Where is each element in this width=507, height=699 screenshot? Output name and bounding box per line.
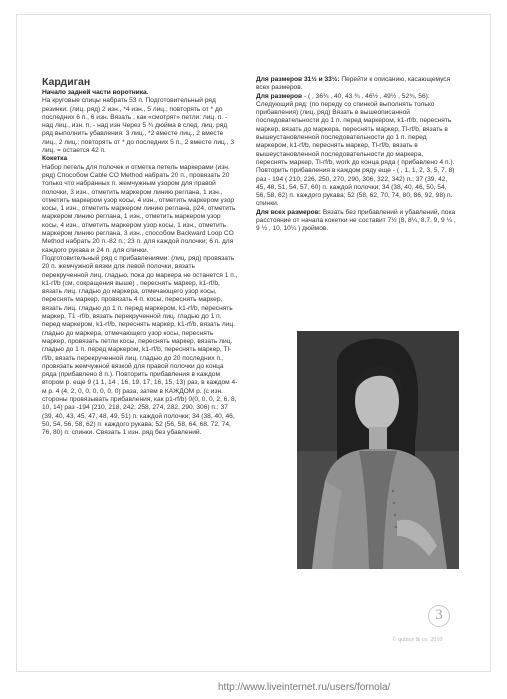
model-photo-illustration [297, 331, 459, 569]
sizes-small-paragraph [256, 76, 456, 93]
all-sizes-lead: Для всех размеров: [256, 208, 321, 216]
collar-subheading: Начало задней части воротника. [42, 89, 149, 96]
all-sizes-text: Вязать без прибавлений и убавлений, пока расстояние от начала кокетки не составит 7½ (8, 8¼, 8,7, 9, 9 ¼ , 9 ½ , 10, 10¼ ) дюймов. [256, 208, 456, 233]
model-photo [297, 331, 459, 569]
sizes-other-lead: Для размеров [256, 92, 303, 100]
sizes-other-paragraph [256, 93, 456, 209]
sizes-small-text: Перейти к описанию, касающемуся всех размеров. [256, 76, 451, 92]
yoke-increase-instructions: Подготовительный ряд с прибавлениями: (лиц. ряд) провязать 20 п. жемчужной вязки для левой полочки, вязать перекрученной лиц. гладью, пока до маркера не останется 1 п., k1-rf/b (см. сокращения выше) , переснять маркер, k1-rf/b, вязать лиц. гладью до маркера, отмечающего узор косы, переснять маркер, провязать 4 п. косы, переснять маркер, вязать лиц. гладью до 1 п. перед маркером, k1-rf/b, переснять маркер, T1 -rf/b, вязать перекрученной лиц. гладью до 1 п. перед маркером, k1-rf/b, переснять маркер, k1-rf/b, вязать лиц. гладью до маркера, отмечающего узор косы, переснять маркер, провязать петли косы, переснять маркер, вязать лиц. гладью до 1 п. перед маркером, k1-rf/b, переснять маркер, Tl-rf/b, вязать перекрученной лиц. гладью до 20 последних п., провязать жемчужной вязкой для правой полочки до конца ряда (прибавлено 8 п.). Повторить прибавления в каждом втором р. еще 9 (1 1, 14 , 16, 19, 17, 16, 15, 13) раз, в каждом 4-м р. 4 (4, 2, 0, 0, 0, 0, 0, 0) раза, затем в КАЖДОМ р. (с изн. стороны провязывать прибавления, как p1-rf/b) 0(0, 0, 0, 2, 6, 8, 10, 14) раз -194 (210, 218, 242, 258, 274, 282, 290, 306) п.; 37 (39, 40, 43, 45, 47, 48, 49, 51) п. каждой полочки; 34 (38, 40, 46, 50, 54, 56, 58, 62) п. каждого рукава; 52 (56, 58, 64, 68, 72, 74, 76, 80) п. спинки. Связать 1 изн. ряд без убавлений. [42, 254, 238, 437]
right-column [256, 76, 456, 234]
page-title: Кардиган [42, 76, 91, 88]
all-sizes-paragraph [256, 209, 456, 234]
yoke-subheading: Кокетка [42, 155, 68, 163]
watermark-url: http://www.liveinternet.ru/users/fornola/ [218, 682, 391, 693]
copyright-credit: © quince & co. 2010 [392, 637, 443, 643]
page-number-badge: 3 [428, 605, 450, 627]
yoke-cast-on-instructions: Набор петель для полочек и отметка петель маркерами (изн. ряд) Способом Cable CO Method набрать 20 п., провязать 20 только что набранных п. жемчужным узором для правой полочки, 3 изн., отметить маркером линию реглана, 1 изн., отметить маркером узор косы, 4 изн., отметить маркером узор косы, 1 изн., отметить маркером линию реглана, р24, отметить маркером линию реглана, 1 изн., отметить маркером узор косы, 4 изн., отметить маркером узор косы, 1 изн., отметить маркером линию реглана, 3 изн., способом Backward Loop CO Method набрать 20 п.-82 п.; 23 п. для каждой полочки; 6 п. для каждого рукава и 24 п. для спинки. [42, 163, 236, 254]
sizes-other-text: - ( , 36¾ , 40, 43 ¾ , 46½ , 49½ , 52¾, 56): Следующий ряд: (по переду со спинкой выполнять только прибавления) (лиц. ряд) Вязать в вышеописанной последовательности до 1 п. перед маркером, k1-rf/b, переснять маркер, вязать до маркера, переснять маркер, Tl-rf/b, вязать в вышеустановленной последовательности до 1 п. перед маркером, k1-rf/b, переснять маркер, Tl-rf/b, вязать в вышеустановленной последовательности до маркера, переснять маркер, Tl-rf/b, work до конца ряда ( прибавлено 4 п.). Повторить прибавления в каждом ряду еще - ( , 1, 1, 2, 3, 5, 7, 8) раз - 194 ( 210, 226, 250, 270, 290, 306, 322, 342) п.; 37 (39, 42, 45, 48, 51, 54, 57, 60) п. каждой полочки; 34 (38, 40, 46, 50, 54, 56, 58, 62) п. каждого рукава; 52 (58, 62, 70, 74, 80, 86, 92, 98) п. спинки. [256, 92, 455, 208]
left-column [42, 76, 238, 437]
collar-instructions: На круговые спицы набрать 53 п. Подготовительный ряд резинки: (лиц. ряд) 2 изн., *4 изн., 5 лиц.; повторять от * до последних 6 п., 6 изн. Вязать , как «смотрят» петли: лиц. п. - над лиц., изн. п. - над изн Через 5 ¾ дюйма в след. лиц. ряд ряд выполнить убавления: 3 лиц., *2 вместе лиц., 2 вместе лиц., 2 лиц.; повторять от * до последних 5 п., 2 вместе лиц., 3 лиц. = остается 42 п. [42, 97, 234, 155]
sizes-small-lead: Для размеров 31½ и 33½: [256, 76, 340, 83]
